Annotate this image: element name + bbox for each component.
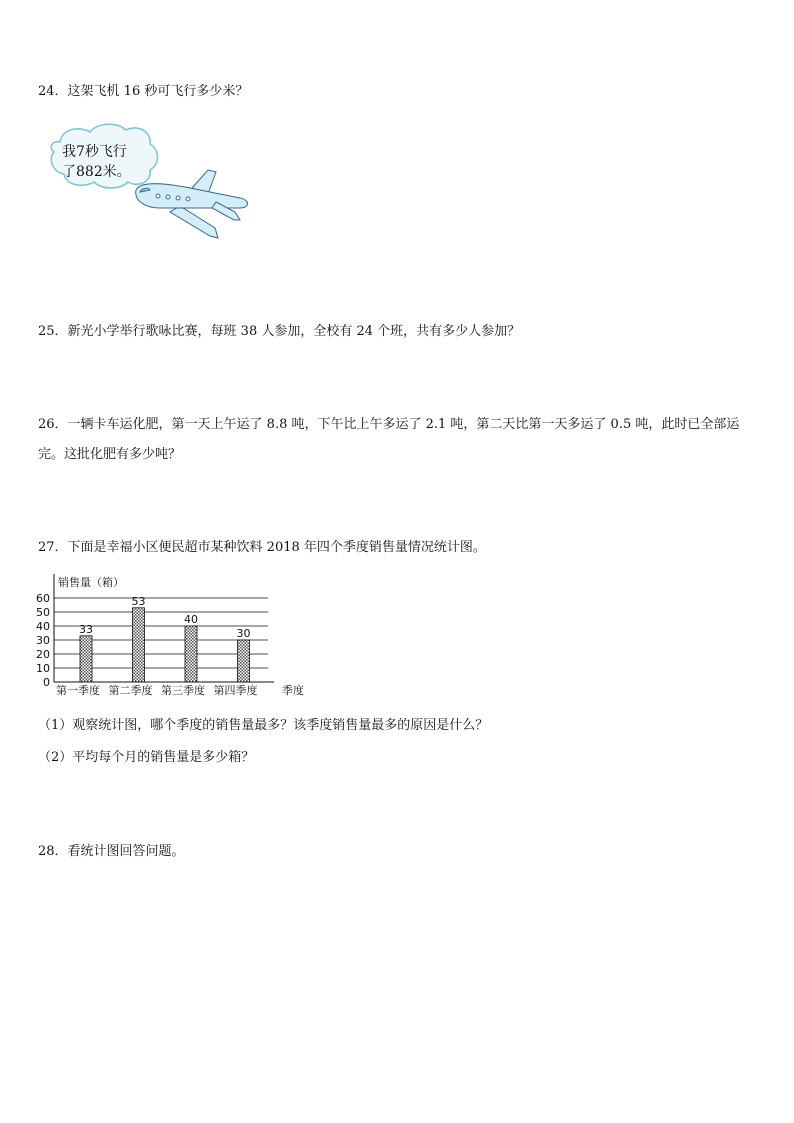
- bar-value-label: 53: [131, 594, 146, 608]
- category-label: 第四季度: [213, 684, 258, 697]
- question-28: 28．看统计图回答问题。: [38, 844, 185, 859]
- bar-value-label: 40: [184, 613, 198, 626]
- y-tick-label: 60: [36, 592, 50, 605]
- bar: [185, 626, 197, 682]
- y-tick-label: 30: [36, 634, 50, 647]
- question-24: 24．这架飞机 16 秒可飞行多少米？: [38, 84, 249, 99]
- y-tick-label: 10: [36, 662, 50, 675]
- bubble-text-line-2: 了882米。: [62, 164, 131, 180]
- y-tick-label: 50: [36, 606, 50, 619]
- question-26: 26．一辆卡车运化肥，第一天上午运了 8.8 吨，下午比上午多运了 2.1 吨，第二天比第一天多运了 0.5 吨，此时已全部运完。这批化肥有多少吨？: [38, 417, 740, 462]
- category-label: 第二季度: [108, 684, 153, 697]
- x-axis-label: 季度: [282, 684, 304, 697]
- question-27-part-1: （1）观察统计图，哪个季度的销售量最多？该季度销售量最多的原因是什么？: [38, 718, 489, 733]
- bar: [238, 640, 250, 682]
- question-25: 25．新光小学举行歌咏比赛，每班 38 人参加，全校有 24 个班，共有多少人参加？: [38, 324, 521, 339]
- sales-bar-chart: [36, 572, 316, 702]
- question-27: 27．下面是幸福小区便民超市某种饮料 2018 年四个季度销售量情况统计图。: [38, 540, 486, 555]
- bar: [133, 608, 145, 682]
- bar-value-label: 30: [236, 627, 251, 640]
- question-27-part-2: （2）平均每个月的销售量是多少箱？: [38, 750, 255, 765]
- bubble-text-line-1: 我7秒飞行: [62, 144, 127, 160]
- y-tick-label: 20: [36, 648, 50, 661]
- airplane-icon: [136, 170, 248, 238]
- category-label: 第一季度: [56, 684, 100, 697]
- y-tick-label: 0: [43, 676, 50, 689]
- question-24-illustration: [40, 120, 260, 245]
- bar-value-label: 33: [79, 622, 93, 636]
- category-label: 第三季度: [161, 684, 205, 697]
- bar: [80, 636, 92, 682]
- y-tick-label: 40: [36, 620, 50, 633]
- y-axis-label: 销售量（箱）: [58, 576, 124, 589]
